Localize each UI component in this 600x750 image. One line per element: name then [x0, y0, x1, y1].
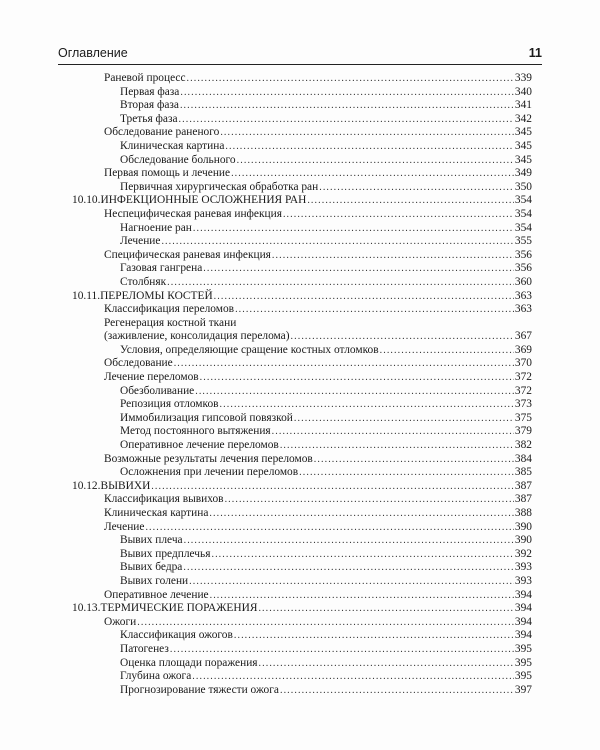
leader-dots: [179, 113, 514, 127]
toc-entry-page: 341: [514, 99, 532, 112]
toc-entry-label: Вторая фаза: [120, 99, 179, 112]
toc-entry-label: Третья фаза: [120, 112, 178, 125]
toc-entry-page: 363: [514, 289, 532, 302]
toc-entry-label: Репозиция отломков: [120, 398, 219, 411]
toc-entry: [92, 643, 532, 657]
toc-entry-page: 395: [514, 642, 532, 655]
toc-entry-label: Обезболивание: [120, 384, 195, 397]
toc-entry: [92, 154, 532, 168]
toc-entry-page: 394: [514, 588, 532, 601]
toc-entry-page: 387: [514, 479, 532, 492]
toc-entry-label: Условия, определяющие сращение костных отломков: [120, 343, 379, 356]
leader-dots: [184, 534, 514, 548]
toc-entry-label: Классификация вывихов: [104, 493, 224, 506]
leader-dots: [170, 643, 514, 657]
toc-entry-label: ИНФЕКЦИОННЫЕ ОСЛОЖНЕНИЯ РАН: [100, 194, 307, 207]
toc-entry-label: Первая помощь и лечение: [104, 167, 231, 180]
leader-dots: [180, 99, 514, 113]
leader-dots: [283, 208, 514, 222]
toc-entry-page: 393: [514, 561, 532, 574]
toc-entry-label: Клиническая картина: [104, 507, 209, 519]
leader-dots: [314, 453, 514, 467]
toc-entry-page: 382: [514, 439, 532, 452]
section-number: 10.13.: [72, 602, 101, 615]
leader-dots: [294, 412, 514, 426]
leader-dots: [137, 616, 514, 630]
toc-entry-page: 340: [514, 85, 532, 98]
leader-dots: [209, 507, 514, 521]
toc-entry-page: 394: [514, 615, 532, 628]
toc-entry: [92, 398, 532, 412]
toc-entry-page: 345: [514, 139, 532, 152]
toc-entry-label: Столбняк: [120, 275, 167, 288]
toc-entry: [92, 303, 532, 317]
toc-entry-page: 388: [514, 507, 532, 519]
toc-entry: [72, 602, 532, 616]
page-header: [58, 46, 542, 66]
toc-entry: [92, 684, 532, 698]
toc-entry-page: 350: [514, 180, 532, 193]
toc-entry-label: Осложнения при лечении переломов: [120, 466, 299, 479]
toc-entry: [92, 657, 532, 671]
toc-entry-label: Лечение: [120, 235, 161, 248]
leader-dots: [319, 181, 514, 195]
leader-dots: [145, 521, 513, 535]
leader-dots: [180, 86, 514, 100]
toc-entry-label: Первая фаза: [120, 85, 180, 98]
toc-entry-page: 367: [514, 330, 532, 343]
toc-entry-page: 373: [514, 398, 532, 411]
toc-entry-label: Метод постоянного вытяжения: [120, 425, 271, 438]
toc-entry: [92, 493, 532, 507]
leader-dots: [192, 670, 514, 684]
toc-entry-page: 345: [514, 153, 532, 166]
leader-dots: [220, 398, 514, 412]
toc-entry: [92, 561, 532, 575]
toc-entry: [92, 249, 532, 263]
leader-dots: [211, 548, 513, 562]
toc-entry-page: 354: [514, 221, 532, 234]
toc-entry-page: 390: [514, 534, 532, 547]
toc-entry-page: 394: [514, 629, 532, 642]
leader-dots: [210, 589, 514, 603]
toc-entry-label: Оперативное лечение переломов: [120, 439, 279, 452]
section-number: 10.12.: [72, 479, 101, 492]
leader-dots: [307, 194, 514, 208]
toc-entry-label: Прогнозирование тяжести ожога: [120, 683, 279, 696]
leader-dots: [272, 425, 514, 439]
leader-dots: [225, 140, 514, 154]
toc-entry: [92, 140, 532, 154]
toc-entry-label: Лечение переломов: [104, 371, 199, 384]
toc-entry: [92, 86, 532, 100]
toc-entry: [92, 357, 532, 371]
toc-entry: [92, 507, 532, 521]
leader-dots: [220, 126, 514, 140]
leader-dots: [195, 385, 514, 399]
toc-entry-page: 355: [514, 235, 532, 248]
toc-entry-label: Глубина ожога: [120, 670, 192, 683]
toc-entry: [92, 72, 532, 86]
toc-entry-label: Газовая гангрена: [120, 262, 203, 275]
toc-entry-label: Вывих голени: [120, 574, 189, 587]
toc-entry-label: ТЕРМИЧЕСКИЕ ПОРАЖЕНИЯ: [100, 602, 258, 615]
toc-entry: [92, 344, 532, 358]
toc-entry: [92, 589, 532, 603]
leader-dots: [193, 222, 514, 236]
toc-entry-label: Классификация ожогов: [120, 629, 233, 642]
leader-dots: [291, 330, 514, 344]
leader-dots: [280, 439, 514, 453]
toc-entry-page: 356: [514, 262, 532, 275]
toc-entry: [92, 439, 532, 453]
toc-entry: [72, 480, 532, 494]
leader-dots: [187, 72, 514, 86]
toc-entry-page: 372: [514, 371, 532, 384]
leader-dots: [189, 575, 514, 589]
toc-entry: [92, 113, 532, 127]
toc-entry-page: 394: [514, 602, 532, 615]
toc-entry: [92, 670, 532, 684]
toc-entry-label: Вывих бедра: [120, 561, 183, 574]
toc-entry-page: 375: [514, 411, 532, 424]
toc-entry-page: 390: [514, 520, 532, 533]
leader-dots: [167, 276, 514, 290]
toc-entry: [92, 371, 532, 385]
toc-entry-page: 395: [514, 656, 532, 669]
toc-entry: [92, 521, 532, 535]
toc-entry-page: 345: [514, 126, 532, 139]
toc-entry-label: Раневой процесс: [104, 72, 186, 84]
toc-entry: [92, 181, 532, 195]
toc-entry-page: 342: [514, 112, 532, 125]
toc-entry: [92, 425, 532, 439]
toc-entry: [92, 385, 532, 399]
section-number: 10.10.: [72, 194, 101, 207]
leader-dots: [161, 235, 513, 249]
leader-dots: [259, 657, 514, 671]
toc-entry-page: 372: [514, 384, 532, 397]
toc-entry-page: 354: [514, 194, 532, 207]
toc-entry: [72, 290, 532, 304]
toc-entry-label: Обследование раненого: [104, 126, 220, 139]
header-rule: [58, 64, 542, 65]
toc-entry-page: 349: [514, 167, 532, 180]
toc-entry: [92, 616, 532, 630]
toc-entry: [92, 99, 532, 113]
toc-entry-label: Вывих плеча: [120, 534, 183, 547]
toc-entry: [92, 235, 532, 249]
toc-entry: [92, 126, 532, 140]
toc-entry-label: Оценка площади поражения: [120, 656, 258, 669]
toc-entry-label: Обследование больного: [120, 153, 236, 166]
leader-dots: [151, 480, 514, 494]
leader-dots: [237, 154, 514, 168]
toc-entry-label: Лечение: [104, 520, 145, 533]
toc-entry-page: 387: [514, 493, 532, 506]
toc-entry-page: 397: [514, 683, 532, 696]
toc-entry-label: Вывих предплечья: [120, 547, 211, 560]
toc-entry: [92, 208, 532, 222]
leader-dots: [272, 249, 514, 263]
toc-entry-page: 369: [514, 343, 532, 356]
toc-entry: [92, 629, 532, 643]
leader-dots: [299, 466, 514, 480]
toc-entry-label: ВЫВИХИ: [100, 479, 151, 492]
leader-dots: [380, 344, 514, 358]
toc-entry: [92, 453, 532, 467]
leader-dots: [174, 357, 514, 371]
toc-entry: [92, 276, 532, 290]
toc-entry-page: 385: [514, 466, 532, 479]
toc-entry: [92, 317, 532, 331]
toc-entry-label: Первичная хирургическая обработка ран: [120, 180, 319, 193]
toc-entry: [72, 194, 532, 208]
toc-entry-label: Классификация переломов: [104, 303, 235, 316]
toc-entry-label: (заживление, консолидация перелома): [104, 330, 290, 343]
toc-entry-page: 392: [514, 547, 532, 560]
toc-entry-label: Нагноение ран: [120, 221, 192, 234]
page-number: 11: [528, 46, 542, 60]
toc-entry-label: Патогенез: [120, 642, 169, 655]
toc-entry: [92, 466, 532, 480]
toc-entry-label: Обследование: [104, 357, 173, 370]
toc-entry-label: Оперативное лечение: [104, 588, 209, 601]
toc-entry: [92, 262, 532, 276]
toc-entry-label: Специфическая раневая инфекция: [104, 248, 271, 261]
toc-entry: [92, 222, 532, 236]
leader-dots: [258, 602, 513, 616]
toc-entry: [92, 330, 532, 344]
leader-dots: [225, 493, 514, 507]
toc-entry-label: Регенерация костной ткани: [104, 316, 237, 329]
table-of-contents: [72, 72, 532, 697]
toc-entry-page: 384: [514, 452, 532, 465]
toc-entry-label: Иммобилизация гипсовой повязкой: [120, 411, 293, 424]
toc-entry: [92, 412, 532, 426]
leader-dots: [280, 684, 514, 698]
toc-entry: [92, 575, 532, 589]
toc-entry-label: Клиническая картина: [120, 139, 225, 152]
leader-dots: [235, 303, 514, 317]
toc-entry: [92, 534, 532, 548]
leader-dots: [183, 561, 514, 575]
toc-entry-page: 339: [514, 72, 532, 84]
toc-entry-page: 379: [514, 425, 532, 438]
toc-entry: [92, 167, 532, 181]
toc-entry-page: 393: [514, 574, 532, 587]
section-number: 10.11.: [72, 289, 101, 302]
toc-entry-label: Ожоги: [104, 615, 137, 628]
toc-entry-page: 354: [514, 207, 532, 220]
leader-dots: [200, 371, 514, 385]
leader-dots: [203, 262, 514, 276]
toc-entry-label: Возможные результаты лечения переломов: [104, 452, 313, 465]
toc-entry-page: 363: [514, 303, 532, 316]
toc-entry-page: 360: [514, 275, 532, 288]
leader-dots: [231, 167, 514, 181]
leader-dots: [234, 629, 514, 643]
running-title: Оглавление: [58, 46, 128, 60]
toc-entry-page: 356: [514, 248, 532, 261]
toc-entry-label: Неспецифическая раневая инфекция: [104, 207, 282, 220]
toc-entry-page: 395: [514, 670, 532, 683]
toc-entry: [92, 548, 532, 562]
toc-entry-page: 370: [514, 357, 532, 370]
leader-dots: [214, 290, 514, 304]
toc-entry-label: ПЕРЕЛОМЫ КОСТЕЙ: [100, 289, 213, 302]
